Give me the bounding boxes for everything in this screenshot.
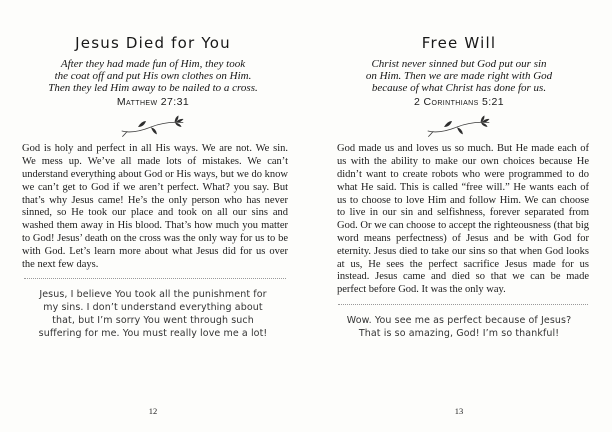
page-number: 12 xyxy=(148,406,158,416)
prayer-text xyxy=(0,288,306,340)
prayer-line: Jesus, I believe You took all the punishment for xyxy=(39,289,267,301)
verse-line: the coat off and put His own clothes on Him. xyxy=(54,69,252,82)
verse-line: Christ never sinned but God put our sin xyxy=(371,58,547,70)
prayer-line: that, but I’m sorry You went through such xyxy=(52,315,254,327)
prayer-line: Wow. You see me as perfect because of Jesus? xyxy=(346,314,572,326)
scripture-verse xyxy=(0,59,306,94)
verse-line: on Him. Then we are made right with God xyxy=(365,69,553,82)
verse-reference: 2 Corinthians 5:21 xyxy=(413,96,505,109)
dotted-divider xyxy=(24,278,286,279)
dotted-divider xyxy=(338,304,588,305)
verse-line: Then they led Him away to be nailed to a cross. xyxy=(48,81,258,94)
verse-reference: Matthew 27:31 xyxy=(116,96,190,109)
prayer-line: That is so amazing, God! I’m so thankful! xyxy=(358,327,560,339)
page-title: Free Will xyxy=(421,34,497,52)
verse-line: After they had made fun of Him, they took xyxy=(60,58,246,70)
right-page xyxy=(306,0,612,432)
verse-line: because of what Christ has done for us. xyxy=(371,81,547,94)
devotional-body: God is holy and perfect in all His ways. We are not. We sin. We mess up. We’ve all made lots of mistakes. We can’t understand everything about God or His ways, but we do know we can’t get to God if we aren’t perfect. What? you say. But that’s why Jesus came! He’s the only person who has never sinned, so He took our place and took on all our sins and washed them away in His blood. That’s how much you matter to God! Jesus’ death on the cross was the only way for us to be with God. Let’s learn more about what Jesus did for us over the next few days. xyxy=(22,143,288,270)
prayer-line: suffering for me. You must really love me a lot! xyxy=(38,328,268,340)
branch-sprig-icon xyxy=(306,115,612,139)
scripture-verse xyxy=(306,59,612,94)
prayer-text xyxy=(306,314,612,340)
devotional-body: God made us and loves us so much. But He made each of us with the ability to make our own choices because He didn’t want to create robots who were programmed to do what He said. This is called “free will.” He wants each of us to choose to love Him and follow Him. We can choose to live in our sin and selfishness, forever separated from God. Or we can choose to accept the righteousness (that big word means perfectness) of Jesus and be with God for eternity. Jesus died to take our sins so that when God looks at us, He sees the perfect sacrifice Jesus made for us instead. Jesus came and died so that we can be made perfect before God. It was the only way. xyxy=(337,143,589,296)
branch-sprig-icon xyxy=(0,115,306,139)
prayer-line: my sins. I don’t understand everything about xyxy=(43,302,263,314)
page-title: Jesus Died for You xyxy=(75,34,231,52)
page-number: 13 xyxy=(454,406,464,416)
